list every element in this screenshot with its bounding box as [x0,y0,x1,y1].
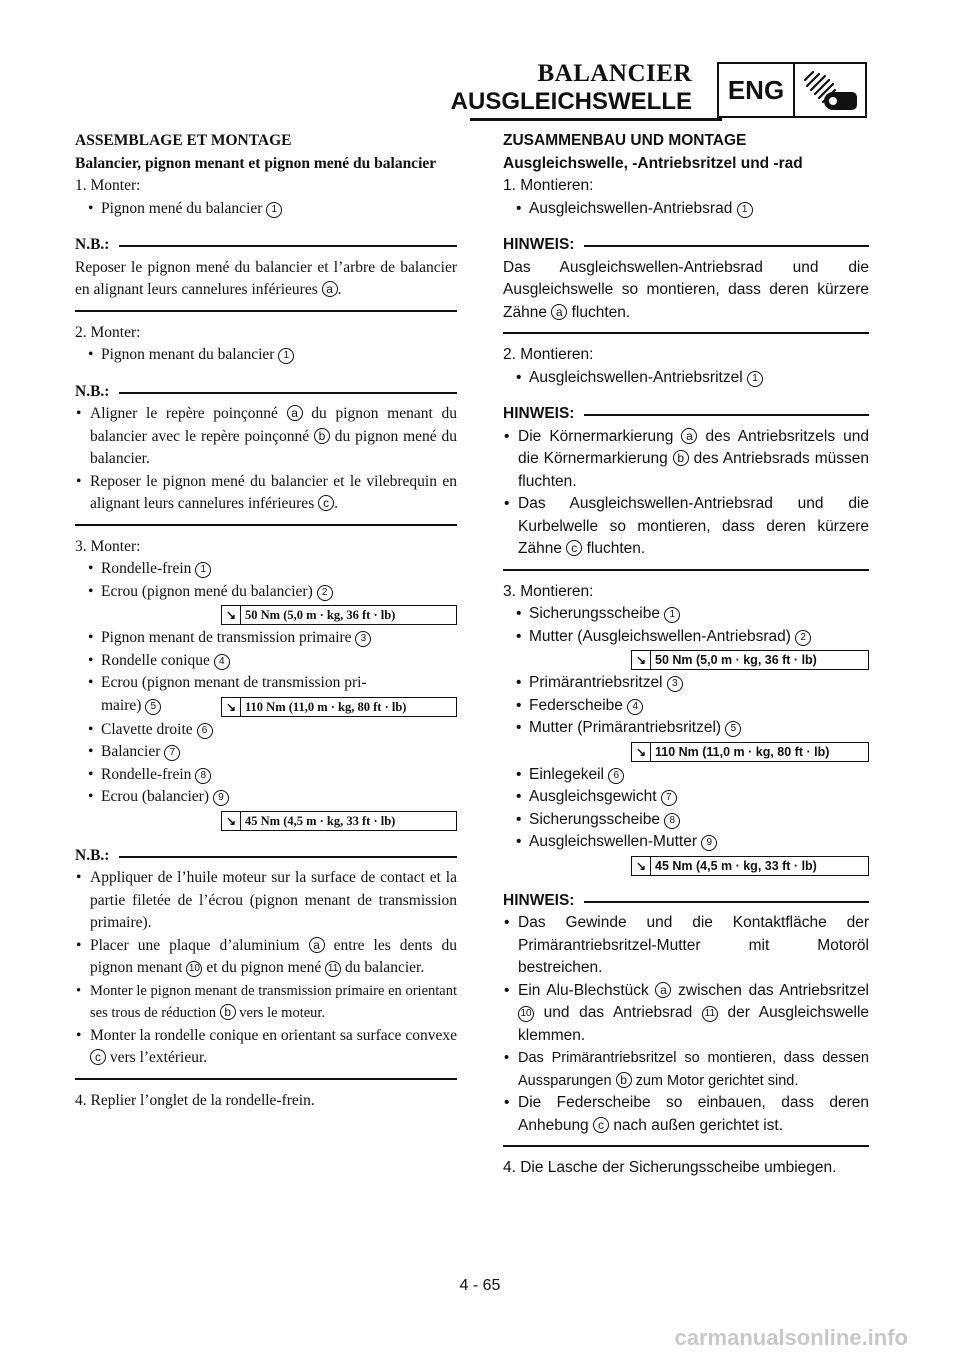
wrench-icon: ↘ [222,812,241,830]
fr-step-2: 2. Monter: [75,323,141,341]
divider [75,524,457,526]
torque-spec: ↘ 45 Nm (4,5 m · kg, 33 ft · lb) [221,811,457,831]
list-item: • Sicherungsscheibe 1 [503,603,869,626]
list-item: • Ecrou (pignon menant de transmission pri- [75,672,457,695]
list-item: • Ausgleichswellen-Antriebsrad 1 [503,198,869,221]
list-item: • Federscheibe 4 [503,695,869,718]
list-item: maire) 5 ↘ 110 Nm (11,0 m · kg, 80 ft · lb) [75,695,457,719]
list-item: • Ecrou (balancier) 9 [75,786,457,809]
de-title: ZUSAMMENBAU UND MONTAGE [503,132,747,149]
list-item: • Rondelle-frein 8 [75,764,457,787]
watermark: carmanualsonline.info [674,1325,908,1350]
list-item: • Ecrou (pignon mené du balancier) 2 [75,581,457,604]
list-item: • Die Federscheibe so einbauen, dass deren Anhebung c nach außen gerichtet ist. [503,1092,869,1137]
wrench-icon: ↘ [632,651,651,669]
de-hinweis-header: HINWEIS: [503,403,869,426]
de-step-2: 2. Montieren: [503,346,594,363]
fr-nb-text: Reposer le pignon mené du balancier et l’arbre de balancier en alignant leurs cannelures inférieures a . [75,258,457,298]
fr-subtitle: Balancier, pignon menant et pignon mené du balancier [75,154,437,172]
list-item: • Clavette droite 6 [75,719,457,742]
list-item: • Placer une plaque d’aluminium a entre les dents du pignon menant 10 et du pignon mené 11 du balancier. [75,935,457,980]
fr-title: ASSEMBLAGE ET MONTAGE [75,132,292,149]
fr-nb-header: N.B.: [75,234,457,257]
list-item: • Monter la rondelle conique en orientant sa surface convexe c vers l’extérieur. [75,1025,457,1070]
badge-label: ENG [719,64,795,116]
fr-nb-header: N.B.: [75,381,457,404]
de-step-1: 1. Montieren: [503,177,594,194]
list-item: • Das Primärantriebsritzel so montieren, dass dessen Aussparungen b zum Motor gerichtet sind. [503,1047,869,1092]
wrench-icon: ↘ [222,698,241,716]
list-item: • Rondelle-frein 1 [75,558,457,581]
de-step-3: 3. Montieren: [503,582,594,600]
list-item: • Mutter (Ausgleichswellen-Antriebsrad) 2 [503,626,869,649]
french-column [75,130,457,1112]
torque-spec: ↘ 110 Nm (11,0 m · kg, 80 ft · lb) [221,697,457,717]
german-column [503,130,869,1180]
list-item: • Sicherungsscheibe 8 [503,809,869,832]
torque-spec: ↘ 50 Nm (5,0 m · kg, 36 ft · lb) [631,650,869,670]
divider [75,310,457,312]
de-hinweis-header: HINWEIS: [503,890,869,913]
wrench-icon: ↘ [222,606,241,624]
list-item: • Mutter (Primärantriebsritzel) 5 [503,717,869,740]
list-item: • Primärantriebsritzel 3 [503,672,869,695]
list-item: • Die Körnermarkierung a des Antriebsritzels und die Körnermarkierung b des Antriebsrads müssen fluchten. [503,426,869,494]
list-item: • Pignon menant de transmission primaire 3 [75,627,457,650]
fr-nb-header: N.B.: [75,845,457,868]
torque-spec: ↘ 110 Nm (11,0 m · kg, 80 ft · lb) [631,742,869,762]
header-rule [470,118,722,121]
page-number: 4 - 65 [459,1277,501,1294]
section-badge [717,62,867,118]
wrench-icon: ↘ [632,743,651,761]
list-item: • Pignon menant du balancier 1 [75,344,457,367]
de-hinweis-header: HINWEIS: [503,234,869,257]
de-subtitle: Ausgleichswelle, -Antriebsritzel und -rad [503,154,803,172]
list-item: • Ein Alu-Blechstück a zwischen das Antriebsritzel 10 und das Antriebsrad 11 der Ausgleichswelle klemmen. [503,980,869,1048]
torque-spec: ↘ 50 Nm (5,0 m · kg, 36 ft · lb) [221,605,457,625]
list-item: • Ausgleichswellen-Mutter 9 [503,831,869,854]
divider [503,1145,869,1147]
fr-step-1: 1. Monter: [75,177,141,194]
list-item: • Einlegekeil 6 [503,764,869,787]
divider [75,1078,457,1080]
list-item: • Das Ausgleichswellen-Antriebsrad und die Kurbelwelle so montieren, dass deren kürzere Zähne c fluchten. [503,493,869,561]
fr-step-4: 4. Replier l’onglet de la rondelle-frein. [75,1091,315,1109]
list-item: • Ausgleichswellen-Antriebsritzel 1 [503,367,869,390]
list-item: • Pignon mené du balancier 1 [75,198,457,221]
torque-spec: ↘ 45 Nm (4,5 m · kg, 33 ft · lb) [631,856,869,876]
list-item: • Aligner le repère poinçonné a du pignon menant du balancier avec le repère poinçonné b du pignon mené du balancier. [75,403,457,471]
list-item: • Ausgleichsgewicht 7 [503,786,869,809]
list-item: • Rondelle conique 4 [75,650,457,673]
list-item: • Reposer le pignon mené du balancier et le vilebrequin en alignant leurs cannelures inférieures c . [75,471,457,516]
de-step-4: 4. Die Lasche der Sicherungsscheibe umbiegen. [503,1159,837,1176]
de-hinweis-text: Das Ausgleichswellen-Antriebsrad und die Ausgleichswelle so montieren, dass deren kürzere Zähne a fluchten. [503,258,869,321]
header-title-fr: BALANCIER [537,60,692,87]
list-item: • Appliquer de l’huile moteur sur la surface de contact et la partie filetée de l’écrou (pignon menant de transmission primaire). [75,867,457,935]
wrench-icon: ↘ [632,857,651,875]
list-item: • Balancier 7 [75,741,457,764]
list-item: • Das Gewinde und die Kontaktfläche der Primärantriebsritzel-Mutter mit Motoröl bestreichen. [503,912,869,980]
list-item: • Monter le pignon menant de transmission primaire en orientant ses trous de réduction b vers le moteur. [75,980,457,1025]
divider [503,332,869,334]
engine-icon [795,64,865,116]
header-title-de: AUSGLEICHSWELLE [450,88,692,115]
fr-step-3: 3. Monter: [75,537,141,555]
divider [503,569,869,571]
